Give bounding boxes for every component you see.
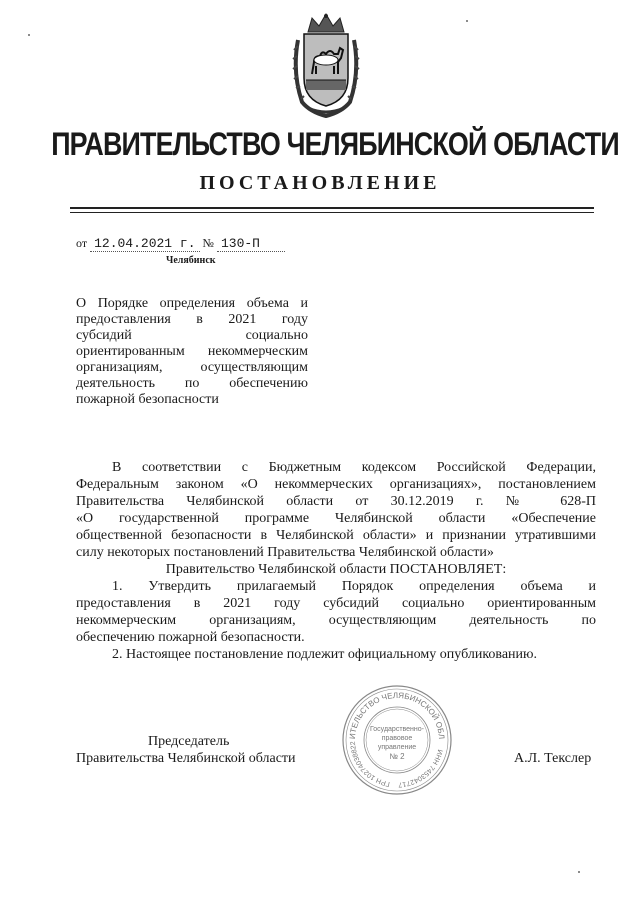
body-line: Правительства Челябинской области от 30.12.2019 г. № 628-П bbox=[76, 494, 596, 509]
svg-text:ИНН 7453042717 bbox=[398, 749, 443, 788]
item-1-line: обеспечению пожарной безопасности. bbox=[76, 630, 305, 645]
stamp-ring-title: ИТЕЛЬСТВО ЧЕЛЯБИНСКОЙ ОБЛ bbox=[347, 690, 447, 740]
item-1-line: 1. Утвердить прилагаемый Порядок определения объема и bbox=[112, 579, 596, 594]
subject-line: предоставления в 2021 году bbox=[76, 312, 308, 327]
coat-of-arms-emblem bbox=[290, 12, 362, 120]
government-title: ПРАВИТЕЛЬСТВО ЧЕЛЯБИНСКОЙ ОБЛАСТИ bbox=[51, 126, 619, 162]
subject-line: ориентированным некоммерческим bbox=[76, 344, 308, 359]
document-date: 12.04.2021 г. bbox=[90, 236, 199, 252]
subject-line: деятельность по обеспечению bbox=[76, 376, 308, 391]
body-line: «О государственной программе Челябинской области «Обеспечение bbox=[76, 511, 596, 526]
from-label: от bbox=[76, 236, 88, 250]
document-body bbox=[76, 459, 596, 663]
official-stamp bbox=[341, 684, 453, 796]
signatory-name: А.Л. Текслер bbox=[514, 751, 592, 766]
scan-speck bbox=[466, 20, 468, 22]
header-divider bbox=[70, 207, 594, 209]
item-1-line: некоммерческим организациям, осуществляющим деятельность по bbox=[76, 613, 596, 628]
stamp-center-line: правовое bbox=[381, 735, 413, 742]
document-type-title: ПОСТАНОВЛЕНИЕ bbox=[199, 172, 441, 194]
body-line: силу некоторых постановлений Правительства Челябинской области» bbox=[76, 545, 494, 560]
stamp-center-line: № 2 bbox=[389, 752, 405, 761]
position-line: Председатель bbox=[148, 734, 230, 749]
item-1-line: предоставления в 2021 году субсидий социально ориентированным bbox=[76, 596, 596, 611]
scan-speck bbox=[578, 871, 580, 873]
signatory-position bbox=[76, 733, 316, 767]
subject-line: пожарной безопасности bbox=[76, 392, 219, 407]
scan-speck bbox=[28, 34, 30, 36]
body-line: общественной безопасности в Челябинской области» и признании утратившими bbox=[76, 528, 596, 543]
subject-line: О Порядке определения объема и bbox=[76, 296, 308, 311]
date-number-line bbox=[76, 236, 285, 252]
stamp-ring-inn: ИНН 7453042717 bbox=[397, 748, 444, 788]
header-divider-thin bbox=[70, 212, 594, 213]
body-line: В соответствии с Бюджетным кодексом Российской Федерации, bbox=[112, 460, 596, 475]
stamp-center-line: Государственно- bbox=[369, 726, 425, 733]
position-line: Правительства Челябинской области bbox=[76, 751, 296, 766]
decree-line: Правительство Челябинской области ПОСТАНОВЛЯЕТ: bbox=[165, 562, 507, 577]
city-label: Челябинск bbox=[166, 255, 216, 266]
subject-line: организациям, осуществляющим bbox=[76, 360, 308, 375]
subject-line: субсидий социально bbox=[76, 328, 308, 343]
number-label: № bbox=[202, 236, 214, 250]
document-number: 130-П bbox=[217, 236, 285, 252]
item-2-line: 2. Настоящее постановление подлежит официальному опубликованию. bbox=[112, 647, 537, 662]
document-subject bbox=[76, 296, 308, 408]
stamp-center-line: управление bbox=[377, 744, 417, 751]
stamp-ring-ogrn: ГРН 10274038822 bbox=[349, 741, 391, 788]
body-line: Федеральным законом «О некоммерческих организациях», постановлением bbox=[76, 477, 596, 492]
